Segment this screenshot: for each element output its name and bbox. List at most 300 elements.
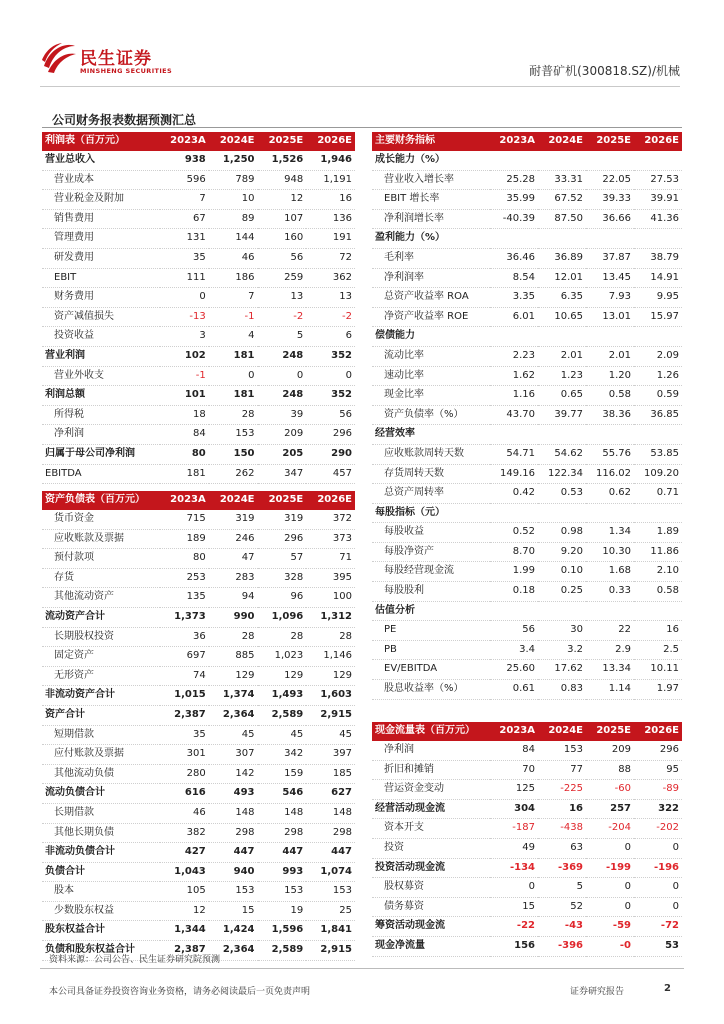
table-row	[42, 666, 355, 686]
table-row	[372, 444, 682, 464]
row-label: 研发费用	[42, 248, 160, 268]
income-statement-table	[42, 132, 355, 484]
cell-value: 319	[258, 510, 307, 529]
table-row	[372, 680, 682, 700]
cell-value: 1.23	[538, 366, 586, 386]
row-label: 预付款项	[42, 549, 160, 569]
row-label: EBIT	[42, 268, 160, 288]
cell-value: 940	[209, 862, 258, 882]
row-label: 流动资产合计	[42, 607, 160, 627]
cell-value: 100	[306, 588, 355, 608]
cell-value: 41.36	[634, 209, 682, 229]
cell-value: 2,915	[306, 941, 355, 961]
cell-value: 159	[258, 764, 307, 784]
row-label: 存货	[42, 568, 160, 588]
table-row	[372, 464, 682, 484]
cell-value: 0.59	[634, 386, 682, 406]
cell-value	[490, 327, 538, 347]
cell-value	[586, 425, 634, 445]
cell-value: 2.09	[634, 346, 682, 366]
cell-value: 0.61	[490, 680, 538, 700]
cell-value: 2,387	[160, 705, 209, 725]
cell-value: 25.28	[490, 170, 538, 190]
table-row	[372, 917, 682, 937]
table-header-row	[372, 132, 682, 151]
cell-value: 382	[160, 823, 209, 843]
cell-value: 95	[634, 760, 682, 780]
cell-value: 129	[306, 666, 355, 686]
cell-value: 149.16	[490, 464, 538, 484]
cell-value: 2.01	[538, 346, 586, 366]
cell-value: 2,364	[209, 941, 258, 961]
row-label: 资产合计	[42, 705, 160, 725]
cell-value: 546	[258, 784, 307, 804]
cell-value: 84	[160, 425, 209, 445]
cell-value: 7.93	[586, 288, 634, 308]
row-label: 营业成本	[42, 170, 160, 190]
cell-value: 22.05	[586, 170, 634, 190]
row-label: 毛利率	[372, 248, 490, 268]
cell-value: 80	[160, 549, 209, 569]
row-label: 速动比率	[372, 366, 490, 386]
cell-value: 27.53	[634, 170, 682, 190]
cell-value: -89	[634, 780, 682, 800]
year-header: 2023A	[160, 491, 209, 510]
cell-value: -0	[586, 936, 634, 956]
source-footnote: 资料来源：公司公告、民生证券研究院预测	[49, 955, 221, 965]
row-label: 每股收益	[372, 523, 490, 543]
cell-value	[586, 503, 634, 523]
table-row	[42, 862, 355, 882]
table-row	[42, 425, 355, 445]
cell-value: 125	[490, 780, 538, 800]
year-header: 2025E	[258, 132, 307, 151]
cell-value	[538, 229, 586, 249]
cell-value: 28	[258, 627, 307, 647]
cell-value: 148	[209, 803, 258, 823]
cell-value: 107	[258, 209, 307, 229]
cell-value: 37.87	[586, 248, 634, 268]
cell-value: 1,023	[258, 647, 307, 667]
cell-value: 45	[306, 725, 355, 745]
cell-value: 35.99	[490, 190, 538, 210]
cell-value: 35	[160, 725, 209, 745]
cell-value: 1,526	[258, 151, 307, 170]
cell-value: 6	[306, 327, 355, 347]
table-row	[42, 882, 355, 902]
table-title: 现金流量表（百万元）	[372, 722, 490, 741]
row-label: EV/EBITDA	[372, 660, 490, 680]
cell-value: 109.20	[634, 464, 682, 484]
cell-value: 36	[160, 627, 209, 647]
cell-value: 10.30	[586, 542, 634, 562]
cell-value: 259	[258, 268, 307, 288]
table-header-row	[42, 491, 355, 510]
row-label: 每股股利	[372, 582, 490, 602]
cell-value: 13	[258, 288, 307, 308]
minsheng-logo-icon	[40, 40, 78, 76]
cell-value: 1,096	[258, 607, 307, 627]
cell-value: 7	[209, 288, 258, 308]
cell-value: 447	[306, 843, 355, 863]
cell-value: 0.71	[634, 484, 682, 504]
row-label: 应付账款及票据	[42, 745, 160, 765]
cell-value: 1.99	[490, 562, 538, 582]
cell-value: 6.35	[538, 288, 586, 308]
cell-value: 116.02	[586, 464, 634, 484]
table-row	[372, 484, 682, 504]
cell-value: 2.9	[586, 640, 634, 660]
table-row	[42, 464, 355, 484]
cell-value: 3.35	[490, 288, 538, 308]
cell-value: 54.62	[538, 444, 586, 464]
table-row	[42, 327, 355, 347]
cell-value: 1,493	[258, 686, 307, 706]
cell-value: 3.2	[538, 640, 586, 660]
table-row	[372, 366, 682, 386]
cell-value: 2,589	[258, 941, 307, 961]
cell-value: -13	[160, 307, 209, 327]
cell-value	[490, 229, 538, 249]
cell-value: 28	[306, 627, 355, 647]
cell-value	[490, 503, 538, 523]
cash-flow-table	[372, 722, 682, 957]
cell-value: 352	[306, 386, 355, 406]
cell-value: -134	[490, 858, 538, 878]
cell-value: 87.50	[538, 209, 586, 229]
cell-value: 88	[586, 760, 634, 780]
cell-value: 0.98	[538, 523, 586, 543]
year-header: 2026E	[306, 491, 355, 510]
cell-value: 185	[306, 764, 355, 784]
header-divider	[40, 86, 680, 87]
cell-value: 2.5	[634, 640, 682, 660]
cell-value: 56	[306, 405, 355, 425]
cell-value: 12	[258, 190, 307, 210]
cell-value: 372	[306, 510, 355, 529]
cell-value: 328	[258, 568, 307, 588]
section-divider	[42, 127, 682, 128]
cell-value: 46	[160, 803, 209, 823]
table-row	[42, 209, 355, 229]
year-header: 2025E	[586, 132, 634, 151]
cell-value: 19	[258, 901, 307, 921]
row-label: 其他流动资产	[42, 588, 160, 608]
cell-value: 25	[306, 901, 355, 921]
cell-value: -438	[538, 819, 586, 839]
cell-value: 1.97	[634, 680, 682, 700]
cell-value: 84	[490, 741, 538, 760]
row-label: PB	[372, 640, 490, 660]
row-label: 负债合计	[42, 862, 160, 882]
cell-value: 395	[306, 568, 355, 588]
cell-value: 2.01	[586, 346, 634, 366]
cell-value: 189	[160, 529, 209, 549]
cell-value: 262	[209, 464, 258, 484]
cell-value: -1	[160, 366, 209, 386]
cell-value: 1,015	[160, 686, 209, 706]
cell-value: 296	[306, 425, 355, 445]
cell-value: 53	[634, 936, 682, 956]
row-label: 投资收益	[42, 327, 160, 347]
cell-value: 56	[258, 248, 307, 268]
cell-value: 0.25	[538, 582, 586, 602]
cell-value: 990	[209, 607, 258, 627]
table-row	[372, 741, 682, 760]
cell-value	[634, 327, 682, 347]
cell-value: 0	[634, 897, 682, 917]
year-header: 2024E	[209, 132, 258, 151]
cell-value: -60	[586, 780, 634, 800]
table-row	[42, 803, 355, 823]
row-label: 总资产周转率	[372, 484, 490, 504]
table-row	[42, 529, 355, 549]
cell-value: 616	[160, 784, 209, 804]
cell-value: 57	[258, 549, 307, 569]
row-label: EBIT 增长率	[372, 190, 490, 210]
table-row	[372, 386, 682, 406]
cell-value: 12	[160, 901, 209, 921]
row-label: 其他流动负债	[42, 764, 160, 784]
section-title: 公司财务报表数据预测汇总	[52, 113, 197, 127]
cell-value: 1.14	[586, 680, 634, 700]
cell-value: 63	[538, 838, 586, 858]
table-row	[372, 838, 682, 858]
cell-value: 209	[258, 425, 307, 445]
table-row	[42, 627, 355, 647]
cell-value: 209	[586, 741, 634, 760]
cell-value: 102	[160, 346, 209, 366]
cell-value: 1,250	[209, 151, 258, 170]
row-label: 所得税	[42, 405, 160, 425]
table-row	[372, 660, 682, 680]
cell-value: 1,946	[306, 151, 355, 170]
cell-value	[490, 425, 538, 445]
row-label: 成长能力（%）	[372, 151, 490, 170]
row-label: 少数股东权益	[42, 901, 160, 921]
cell-value: 0.83	[538, 680, 586, 700]
cell-value	[586, 151, 634, 170]
table-row	[372, 151, 682, 170]
row-label: EBITDA	[42, 464, 160, 484]
table-row	[42, 444, 355, 464]
row-label: 股息收益率（%）	[372, 680, 490, 700]
cell-value: 80	[160, 444, 209, 464]
table-row	[372, 229, 682, 249]
cell-value: 47	[209, 549, 258, 569]
cell-value: 105	[160, 882, 209, 902]
cell-value: 56	[490, 621, 538, 641]
page-number: 2	[664, 983, 671, 994]
cell-value: 153	[209, 425, 258, 445]
cell-value: 35	[160, 248, 209, 268]
cell-value: 1,603	[306, 686, 355, 706]
cell-value: 16	[306, 190, 355, 210]
cell-value: 2,364	[209, 705, 258, 725]
cell-value: 248	[258, 386, 307, 406]
cell-value: 45	[209, 725, 258, 745]
table-row	[42, 784, 355, 804]
cell-value: 53.85	[634, 444, 682, 464]
cell-value: 205	[258, 444, 307, 464]
cell-value: -72	[634, 917, 682, 937]
cell-value: 36.85	[634, 405, 682, 425]
row-label: 应收账款周转天数	[372, 444, 490, 464]
cell-value: 0	[634, 878, 682, 898]
row-label: 营运资金变动	[372, 780, 490, 800]
cell-value: 257	[586, 799, 634, 819]
cell-value: 96	[258, 588, 307, 608]
cell-value: 0	[258, 366, 307, 386]
cell-value: 290	[306, 444, 355, 464]
table-row	[372, 307, 682, 327]
cell-value: 2,915	[306, 705, 355, 725]
cell-value: 101	[160, 386, 209, 406]
cell-value: 186	[209, 268, 258, 288]
cell-value: 248	[258, 346, 307, 366]
cell-value: 16	[538, 799, 586, 819]
year-header: 2024E	[209, 491, 258, 510]
row-label: 营业收入增长率	[372, 170, 490, 190]
cell-value: 397	[306, 745, 355, 765]
year-header: 2024E	[538, 132, 586, 151]
year-header: 2024E	[538, 722, 586, 741]
cell-value: 5	[538, 878, 586, 898]
cell-value: -199	[586, 858, 634, 878]
cell-value: 5	[258, 327, 307, 347]
cell-value: 148	[258, 803, 307, 823]
year-header: 2023A	[160, 132, 209, 151]
table-row	[372, 621, 682, 641]
row-label: 净利润率	[372, 268, 490, 288]
cell-value: 319	[209, 510, 258, 529]
cell-value: 49	[490, 838, 538, 858]
cell-value: -396	[538, 936, 586, 956]
row-label: 营业总收入	[42, 151, 160, 170]
row-label: 长期股权投资	[42, 627, 160, 647]
row-label: 流动负债合计	[42, 784, 160, 804]
row-label: 流动比率	[372, 346, 490, 366]
cell-value: 71	[306, 549, 355, 569]
table-row	[42, 843, 355, 863]
cell-value: 596	[160, 170, 209, 190]
table-row	[42, 248, 355, 268]
brand-logo	[40, 40, 200, 80]
cell-value: 38.79	[634, 248, 682, 268]
cell-value: 627	[306, 784, 355, 804]
cell-value: -369	[538, 858, 586, 878]
cell-value: 17.62	[538, 660, 586, 680]
table-row	[42, 588, 355, 608]
cell-value: 45	[258, 725, 307, 745]
cell-value: 54.71	[490, 444, 538, 464]
cell-value: 3.4	[490, 640, 538, 660]
row-label: 营业税金及附加	[42, 190, 160, 210]
cell-value	[538, 601, 586, 621]
cell-value	[586, 229, 634, 249]
cell-value: 25.60	[490, 660, 538, 680]
row-label: 存货周转天数	[372, 464, 490, 484]
cell-value: 938	[160, 151, 209, 170]
row-label: 债务募资	[372, 897, 490, 917]
table-row	[372, 760, 682, 780]
table-row	[42, 705, 355, 725]
cell-value: 342	[258, 745, 307, 765]
cell-value: 39.33	[586, 190, 634, 210]
cell-value: 347	[258, 464, 307, 484]
cell-value: 72	[306, 248, 355, 268]
cell-value: 1,146	[306, 647, 355, 667]
table-title: 资产负债表（百万元）	[42, 491, 160, 510]
table-row	[372, 327, 682, 347]
cell-value: 131	[160, 229, 209, 249]
cell-value: 0	[490, 878, 538, 898]
row-label: 估值分析	[372, 601, 490, 621]
cell-value	[634, 151, 682, 170]
cell-value: 1,373	[160, 607, 209, 627]
row-label: PE	[372, 621, 490, 641]
cell-value: 0.53	[538, 484, 586, 504]
table-row	[372, 288, 682, 308]
row-label: 利润总额	[42, 386, 160, 406]
cell-value: 129	[209, 666, 258, 686]
cell-value: 2.23	[490, 346, 538, 366]
cell-value: 246	[209, 529, 258, 549]
cell-value: 0.52	[490, 523, 538, 543]
table-row	[372, 799, 682, 819]
cell-value: -2	[306, 307, 355, 327]
cell-value: 13.34	[586, 660, 634, 680]
row-label: 资产减值损失	[42, 307, 160, 327]
cell-value: 28	[209, 405, 258, 425]
table-row	[42, 151, 355, 170]
row-label: 固定资产	[42, 647, 160, 667]
table-row	[372, 897, 682, 917]
table-row	[42, 764, 355, 784]
cell-value: 2,589	[258, 705, 307, 725]
cell-value: 280	[160, 764, 209, 784]
table-title: 利润表（百万元）	[42, 132, 160, 151]
row-label: 现金比率	[372, 386, 490, 406]
row-label: 非流动负债合计	[42, 843, 160, 863]
cell-value: 1,191	[306, 170, 355, 190]
cell-value: 0	[586, 838, 634, 858]
cell-value: 13.45	[586, 268, 634, 288]
brand-name-cn: 民生证券	[80, 49, 152, 69]
cell-value: 191	[306, 229, 355, 249]
table-row	[42, 510, 355, 529]
row-label: 每股经营现金流	[372, 562, 490, 582]
row-label: 经营活动现金流	[372, 799, 490, 819]
row-label: 现金净流量	[372, 936, 490, 956]
cell-value: 0.33	[586, 582, 634, 602]
cell-value: 122.34	[538, 464, 586, 484]
cell-value: -22	[490, 917, 538, 937]
table-row	[42, 366, 355, 386]
cell-value: 697	[160, 647, 209, 667]
cell-value	[538, 327, 586, 347]
table-row	[42, 268, 355, 288]
cell-value: 1,374	[209, 686, 258, 706]
cell-value: 67.52	[538, 190, 586, 210]
cell-value: 11.86	[634, 542, 682, 562]
year-header: 2025E	[586, 722, 634, 741]
table-row	[372, 640, 682, 660]
cell-value	[586, 327, 634, 347]
table-row	[42, 288, 355, 308]
cell-value: 0	[586, 878, 634, 898]
cell-value: 1.62	[490, 366, 538, 386]
